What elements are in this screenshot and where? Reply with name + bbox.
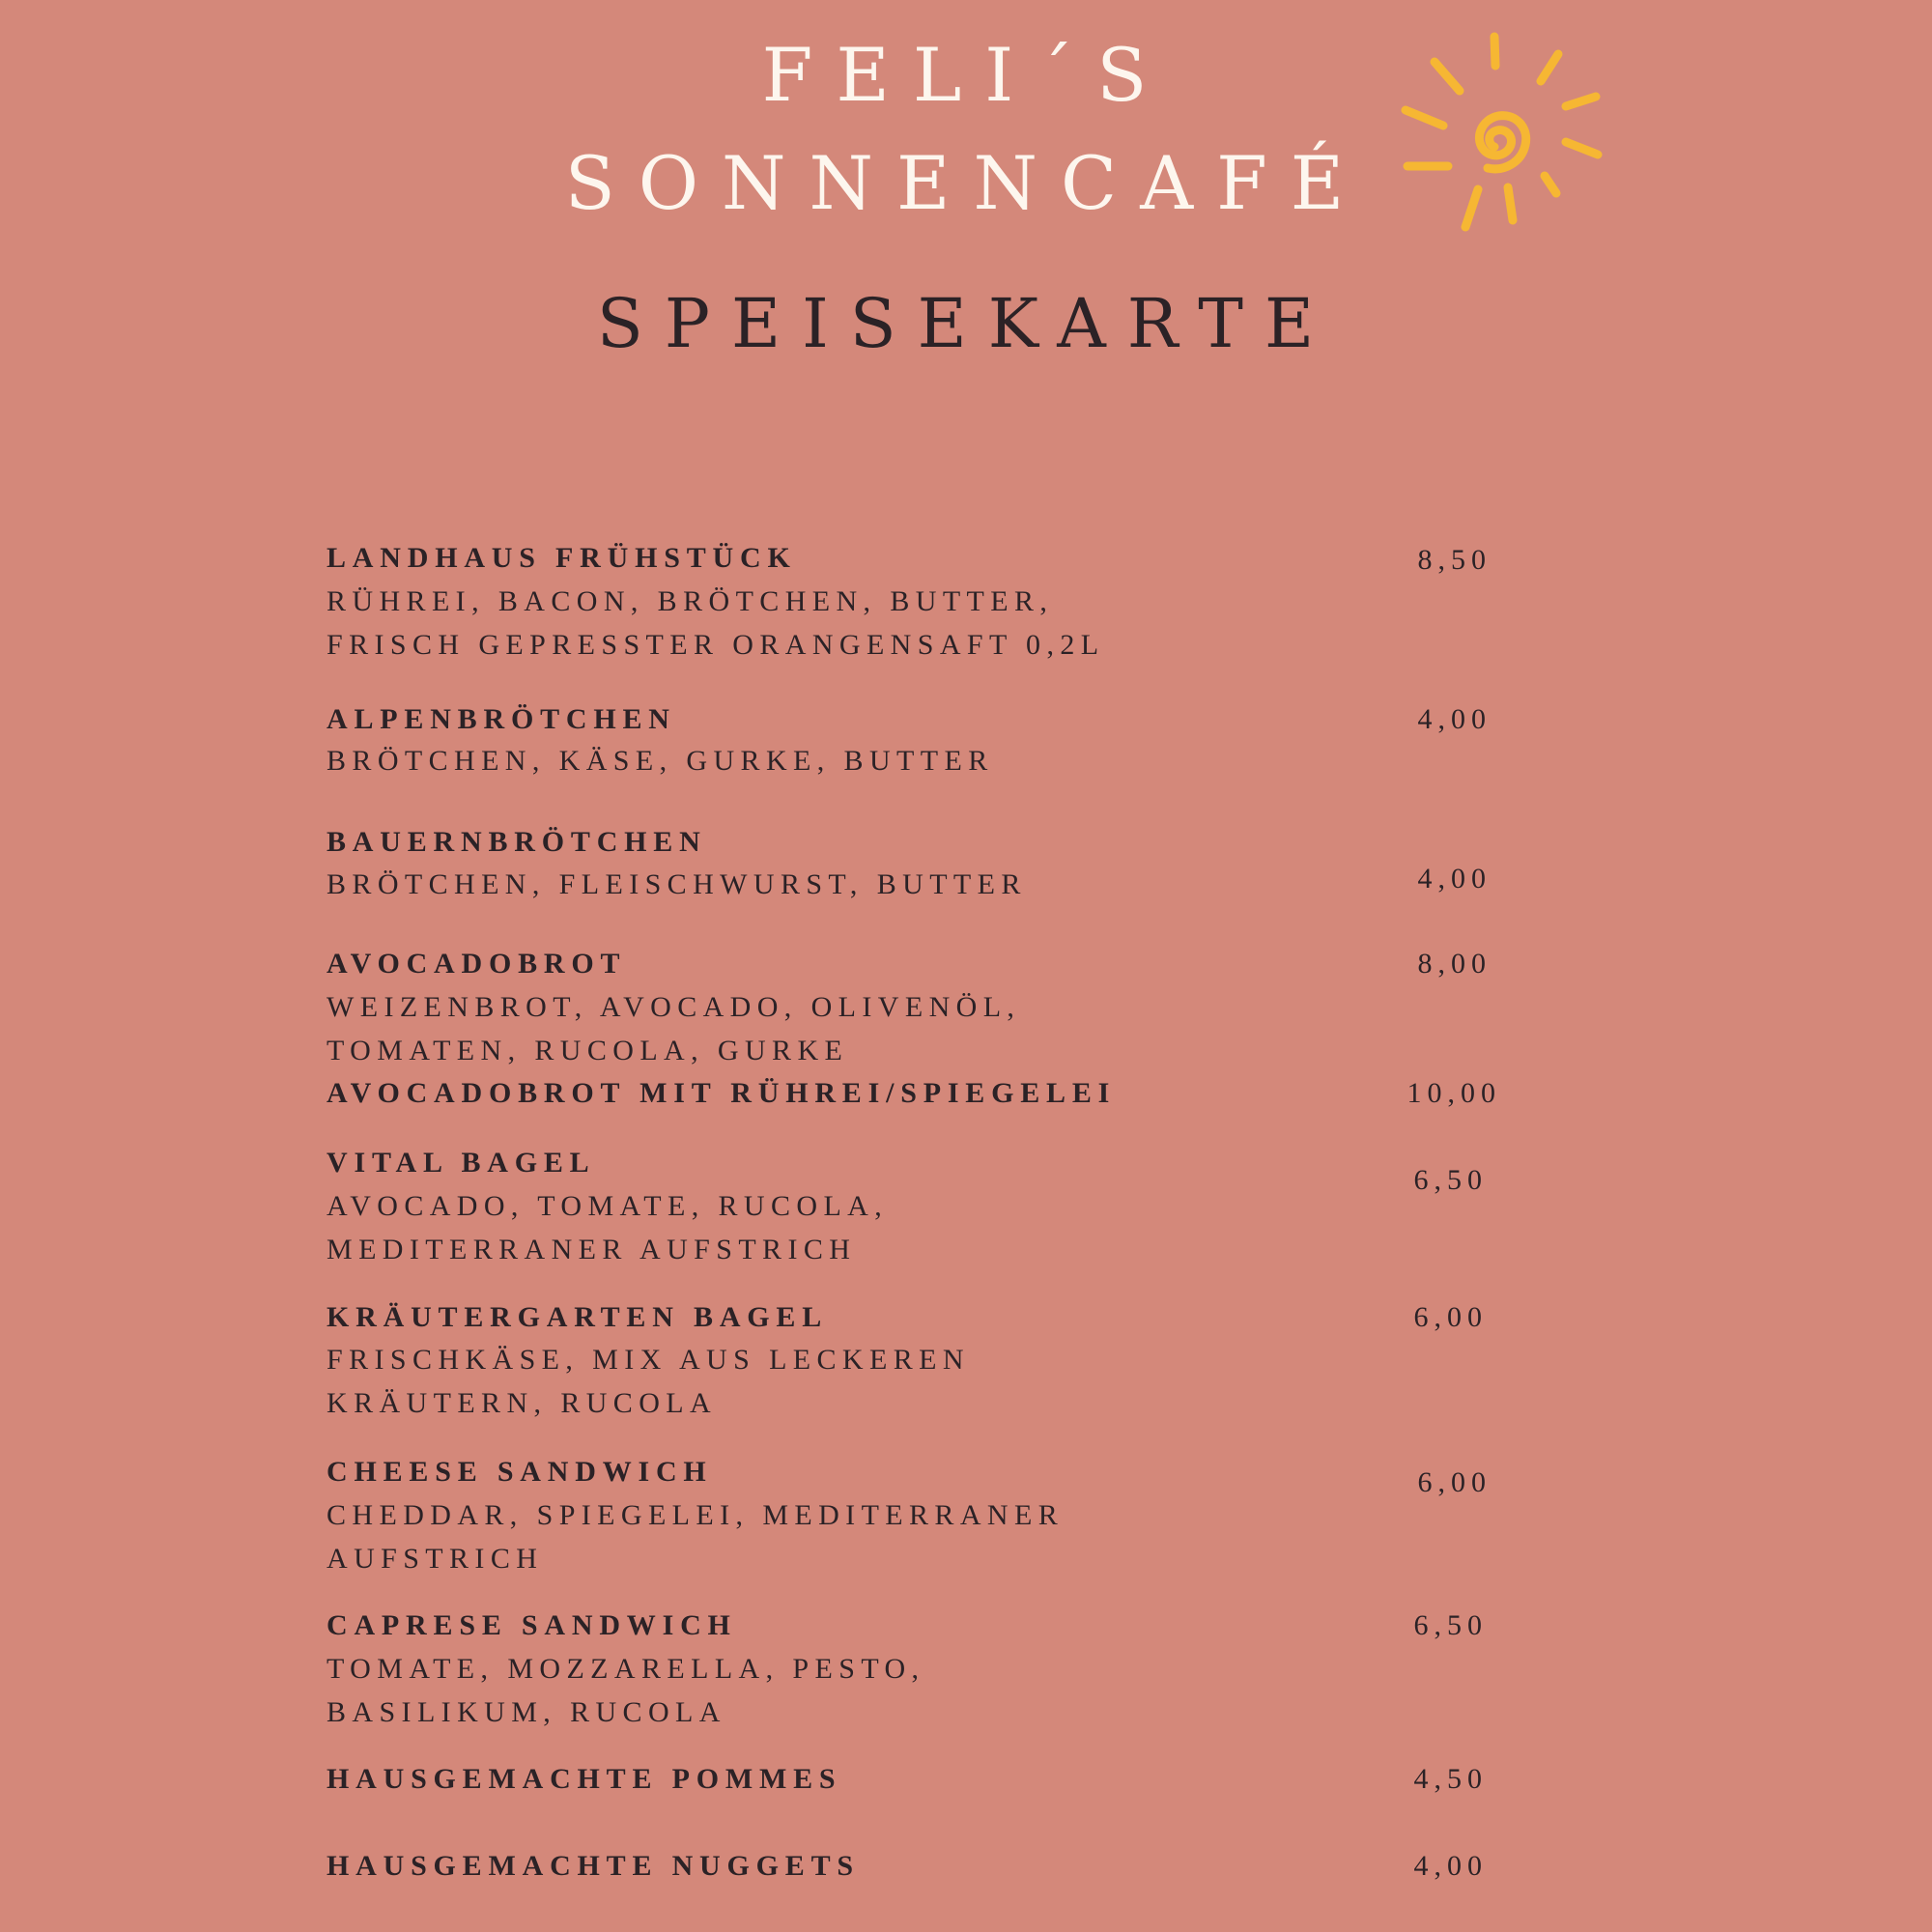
menu-item-description: AVOCADO, TOMATE, RUCOLA, xyxy=(327,1190,889,1222)
menu-item-description: WEIZENBROT, AVOCADO, OLIVENÖL, xyxy=(327,991,1021,1023)
menu-item-variant-price: 10,00 xyxy=(1406,1077,1501,1109)
sun-spiral-icon xyxy=(1396,27,1608,240)
menu-item-name: CAPRESE SANDWICH xyxy=(327,1609,737,1641)
menu-item-description: RÜHREI, BACON, BRÖTCHEN, BUTTER, xyxy=(327,585,1054,617)
cafe-name-line-1: FELI´S xyxy=(761,32,1171,118)
menu-item-description: KRÄUTERN, RUCOLA xyxy=(327,1387,718,1419)
menu-item-description: FRISCH GEPRESSTER ORANGENSAFT 0,2L xyxy=(327,629,1105,661)
menu-item-price: 4,00 xyxy=(1417,863,1492,895)
menu-item-price: 4,00 xyxy=(1417,703,1492,735)
menu-item-name: BAUERNBRÖTCHEN xyxy=(327,826,707,858)
menu-item-name: AVOCADOBROT xyxy=(327,948,627,980)
menu-item-name: HAUSGEMACHTE POMMES xyxy=(327,1763,842,1795)
menu-item-description: FRISCHKÄSE, MIX AUS LECKEREN xyxy=(327,1344,970,1376)
menu-item-description: TOMATE, MOZZARELLA, PESTO, xyxy=(327,1653,925,1685)
menu-item-description: BRÖTCHEN, KÄSE, GURKE, BUTTER xyxy=(327,745,994,777)
menu-item-description: CHEDDAR, SPIEGELEI, MEDITERRANER xyxy=(327,1499,1065,1531)
menu-item-name: LANDHAUS FRÜHSTÜCK xyxy=(327,542,797,574)
menu-item-price: 8,50 xyxy=(1417,544,1492,576)
menu-item-description: BASILIKUM, RUCOLA xyxy=(327,1696,726,1728)
menu-item-price: 6,00 xyxy=(1413,1301,1488,1333)
menu-item-description: AUFSTRICH xyxy=(327,1543,544,1575)
menu-item-price: 4,00 xyxy=(1413,1850,1488,1882)
menu-item-description: MEDITERRANER AUFSTRICH xyxy=(327,1234,857,1265)
menu-item-price: 4,50 xyxy=(1413,1763,1488,1795)
menu-item-price: 8,00 xyxy=(1417,948,1492,980)
menu-item-name: HAUSGEMACHTE NUGGETS xyxy=(327,1850,860,1882)
menu-item-name: VITAL BAGEL xyxy=(327,1147,596,1179)
menu-item-description: TOMATEN, RUCOLA, GURKE xyxy=(327,1035,849,1066)
menu-item-name: ALPENBRÖTCHEN xyxy=(327,703,676,735)
menu-item-description: BRÖTCHEN, FLEISCHWURST, BUTTER xyxy=(327,868,1027,900)
menu-item-price: 6,50 xyxy=(1413,1609,1488,1641)
menu-item-variant-name: AVOCADOBROT MIT RÜHREI/SPIEGELEI xyxy=(327,1077,1117,1109)
menu-item-price: 6,00 xyxy=(1417,1466,1492,1498)
cafe-name-line-2: SONNENCAFÉ xyxy=(564,140,1368,226)
menu-item-name: CHEESE SANDWICH xyxy=(327,1456,713,1488)
menu-item-name: KRÄUTERGARTEN BAGEL xyxy=(327,1301,829,1333)
menu-title: SPEISEKARTE xyxy=(596,284,1336,363)
menu-item-price: 6,50 xyxy=(1413,1164,1488,1196)
